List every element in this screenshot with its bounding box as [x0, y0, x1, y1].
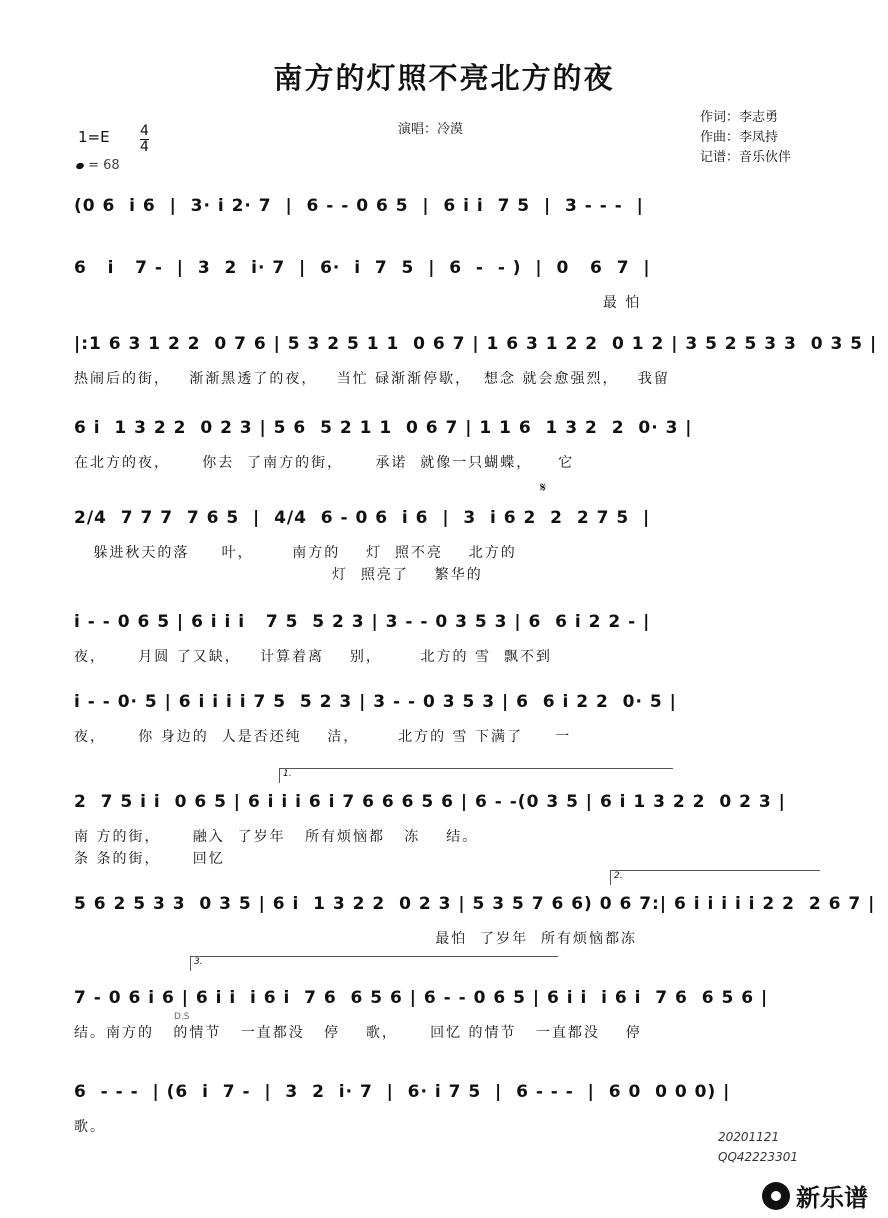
lyricist-credit: 作词：李志勇	[700, 110, 779, 125]
composer-credit: 作曲：李凤持	[700, 130, 779, 145]
notation-line: 2 7 5 i i 0 6 5 | 6 i i i 6 i 7 6 6 6 5 6 | 6 - -(0 3 5 | 6 i 1 3 2 2 0 2 3 |	[74, 792, 786, 812]
lyric-line-alt: 灯 照亮了 繁华的	[74, 567, 483, 583]
lyric-line-alt: 条 条的街， 回忆	[74, 851, 225, 867]
time-bottom: 4	[140, 139, 149, 155]
notation-line: 6 - - - | (6 i 7 - | 3 2 i· 7 | 6· i 7 5 | 6 - - - | 6 0 0 0 0) |	[74, 1082, 731, 1102]
notation-line: (0 6 i 6 | 3· i 2· 7 | 6 - - 0 6 5 | 6 i i 7 5 | 3 - - - |	[74, 196, 644, 216]
lyric-line: 歌。	[74, 1119, 106, 1135]
lyric-line: 躲进秋天的落 叶， 南方的 灯 照不亮 北方的	[74, 545, 517, 561]
transcription-date: 20201121	[718, 1130, 780, 1144]
lyric-line: 热闹后的街， 渐渐黑透了的夜， 当忙 碌渐渐停歇， 想念 就会愈强烈， 我留	[74, 371, 670, 387]
ds-mark: D.S	[174, 1012, 190, 1022]
volta-bracket-3: 3.	[190, 956, 558, 971]
singer-credit: 演唱：冷漠	[398, 122, 464, 137]
site-logo	[762, 1178, 868, 1213]
notation-line: 2/4 7 7 7 7 6 5 | 4/4 6 - 0 6 i 6 | 3 i 6 2 2 2 7 5 |	[74, 508, 651, 528]
transcriber-qq: QQ42223301	[718, 1150, 798, 1164]
transcriber-credit: 记谱：音乐伙伴	[700, 150, 792, 165]
lyric-line: 夜， 你 身边的 人是否还纯 洁， 北方的 雪 下满了 一	[74, 729, 572, 745]
lyric-line: 南 方的街， 融入 了岁年 所有烦恼都 冻 结。	[74, 829, 479, 845]
lyric-line: 夜， 月圆 了又缺， 计算着离 别， 北方的 雪 飘不到	[74, 649, 552, 665]
lyric-line: 结。南方的 的情节 一直都没 停 歌， 回忆 的情节 一直都没 停	[74, 1025, 642, 1041]
key-signature: 1=E	[78, 128, 110, 146]
notation-line: 6 i 1 3 2 2 0 2 3 | 5 6 5 2 1 1 0 6 7 | 1 1 6 1 3 2 2 0· 3 |	[74, 418, 693, 438]
notation-line: 6 i 7 - | 3 2 i· 7 | 6· i 7 5 | 6 - - ) | 0 6 7 |	[74, 258, 651, 278]
volta-bracket-1: 1.	[279, 768, 673, 783]
notation-line: i - - 0· 5 | 6 i i i i 7 5 5 2 3 | 3 - - 0 3 5 3 | 6 6 i 2 2 0· 5 |	[74, 692, 677, 712]
song-title: 南方的灯照不亮北方的夜	[273, 61, 615, 95]
quarter-note-icon	[75, 162, 85, 170]
segno-mark: 𝄋	[540, 480, 547, 496]
volta-bracket-2: 2.	[610, 870, 820, 885]
tempo-value: = 68	[88, 158, 120, 173]
time-top: 4	[140, 123, 149, 139]
notation-line: |:1 6 3 1 2 2 0 7 6 | 5 3 2 5 1 1 0 6 7 | 1 6 3 1 2 2 0 1 2 | 3 5 2 5 3 3 0 3 5 |	[74, 334, 878, 354]
logo-text: 新乐谱	[796, 1184, 868, 1212]
lyric-line: 最怕 了岁年 所有烦恼都冻	[74, 931, 638, 947]
tempo-marking	[76, 158, 120, 173]
notation-line: i - - 0 6 5 | 6 i i i 7 5 5 2 3 | 3 - - 0 3 5 3 | 6 6 i 2 2 - |	[74, 612, 651, 632]
time-signature	[140, 124, 149, 155]
record-disc-icon	[762, 1182, 790, 1210]
lyric-line: 最 怕	[74, 295, 642, 311]
notation-line: 5 6 2 5 3 3 0 3 5 | 6 i 1 3 2 2 0 2 3 | 5 3 5 7 6 6) 0 6 7:| 6 i i i i i 2 2 2 6 7 |	[74, 894, 876, 914]
lyric-line: 在北方的夜， 你去 了南方的街， 承诺 就像一只蝴蝶， 它	[74, 455, 575, 471]
notation-line: 7 - 0 6 i 6 | 6 i i i 6 i 7 6 6 5 6 | 6 - - 0 6 5 | 6 i i i 6 i 7 6 6 5 6 |	[74, 988, 769, 1008]
